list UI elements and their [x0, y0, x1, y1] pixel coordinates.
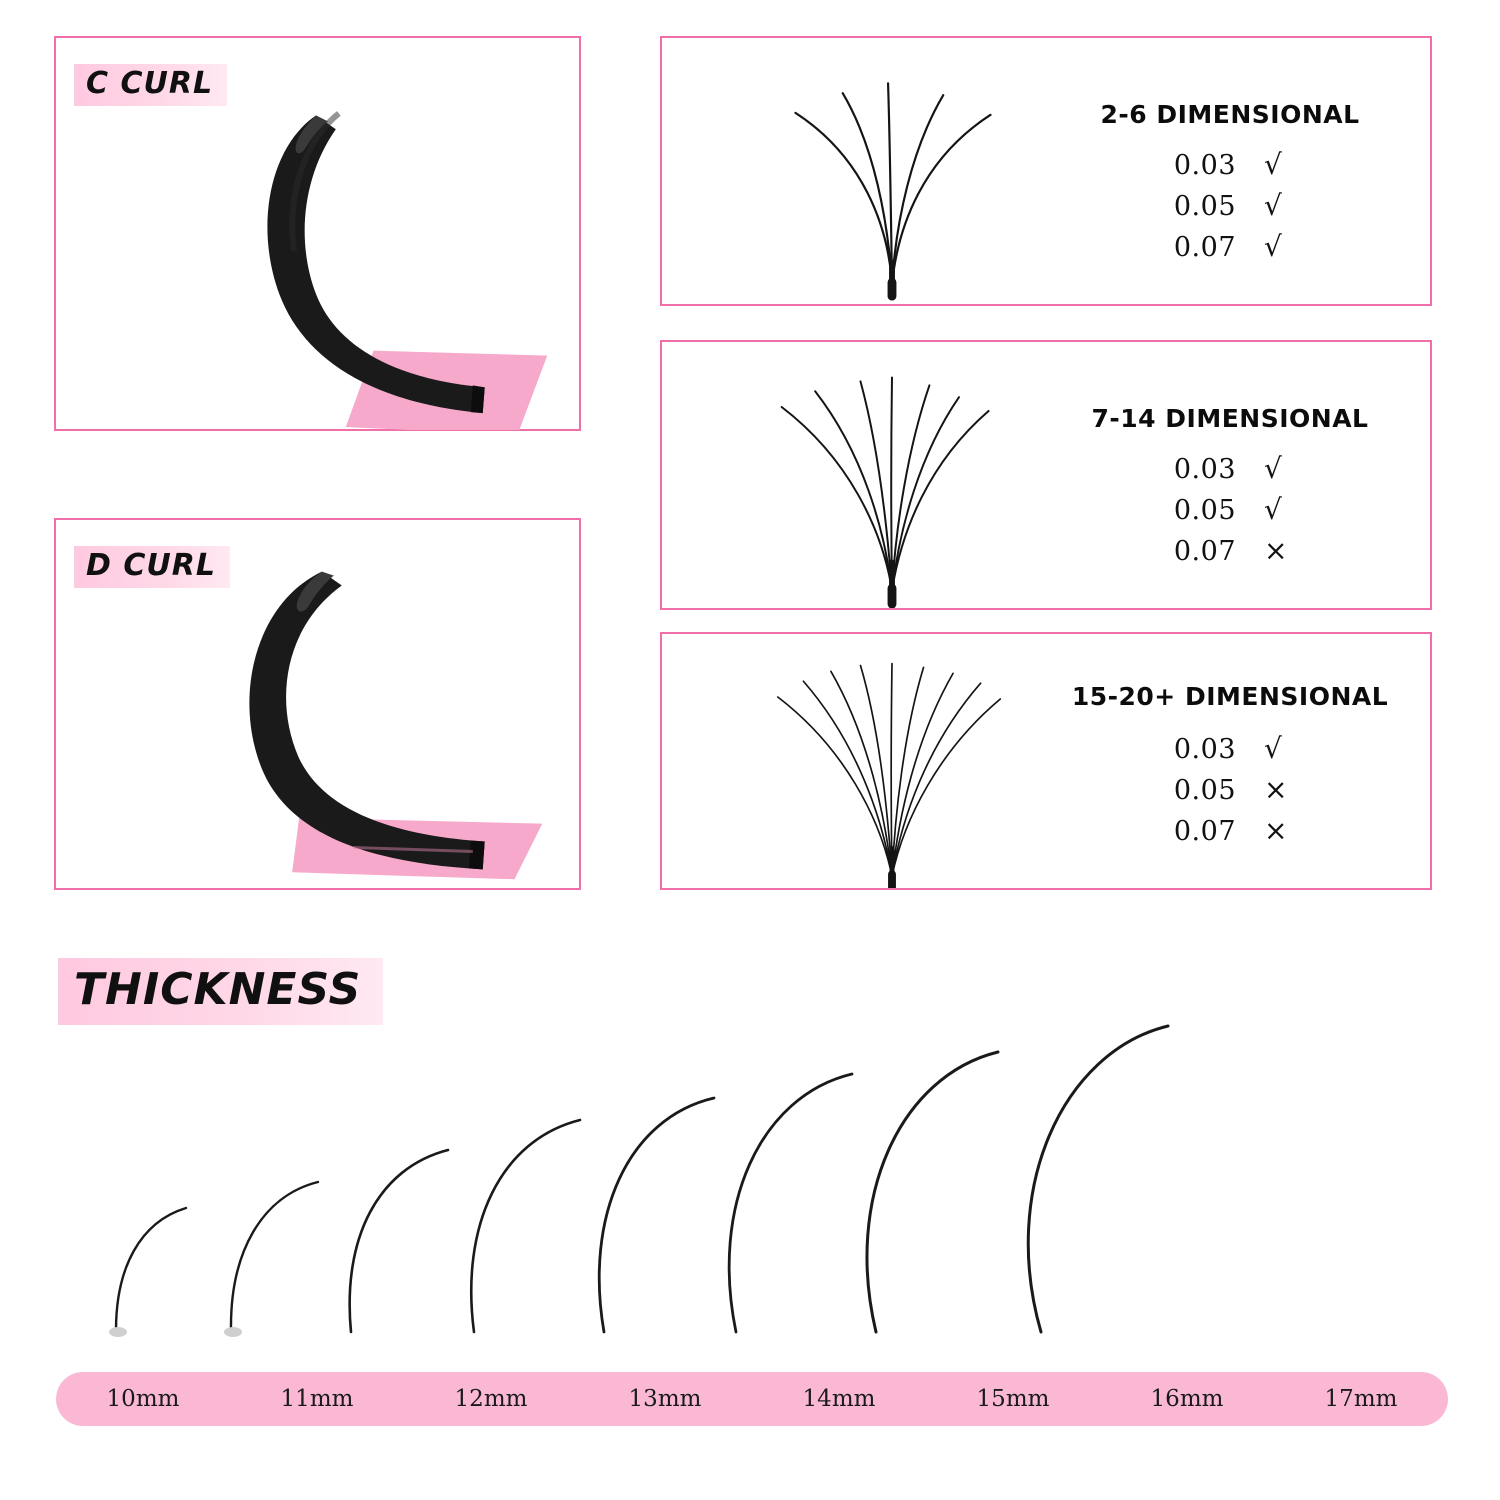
lash-curl-d-icon — [56, 520, 579, 889]
spec-mark: √ — [1264, 493, 1282, 526]
c-curl-label: C CURL — [74, 64, 227, 106]
spec-value: 0.05 — [1173, 495, 1236, 526]
dimensional-panel-2-6 — [660, 36, 1432, 306]
lash-17mm — [1028, 1026, 1168, 1332]
dimensional-panel-7-14 — [660, 340, 1432, 610]
spec-mark: √ — [1264, 732, 1282, 765]
lash-fan-large-icon — [702, 634, 1082, 888]
lash-14mm — [599, 1098, 714, 1332]
spec-value: 0.03 — [1173, 150, 1236, 181]
length-label-17mm: 17mm — [1324, 1386, 1398, 1412]
spec-value: 0.07 — [1173, 232, 1236, 263]
spec-row — [1040, 148, 1430, 181]
c-curl-panel — [54, 36, 581, 431]
spec-mark: √ — [1264, 452, 1282, 485]
spec-row — [1040, 534, 1430, 567]
dimensional-title: 7-14 DIMENSIONAL — [1091, 404, 1369, 433]
dimensional-title: 2-6 DIMENSIONAL — [1100, 100, 1360, 129]
thickness-label: THICKNESS — [58, 958, 383, 1025]
length-label-11mm: 11mm — [280, 1386, 354, 1412]
thickness-section — [0, 940, 1500, 1480]
lash-15mm — [729, 1074, 852, 1332]
spec-value: 0.05 — [1173, 191, 1236, 222]
spec-row — [1040, 230, 1430, 263]
lash-fan-medium-icon — [702, 342, 1082, 608]
spec-row — [1040, 493, 1430, 526]
length-label-15mm: 15mm — [976, 1386, 1050, 1412]
lash-13mm — [471, 1120, 580, 1332]
spec-mark: √ — [1264, 230, 1282, 263]
spec-value: 0.05 — [1173, 775, 1236, 806]
spec-mark: √ — [1264, 148, 1282, 181]
dimensional-spec-2-6 — [1040, 38, 1430, 304]
length-label-12mm: 12mm — [454, 1386, 528, 1412]
spec-value: 0.03 — [1173, 454, 1236, 485]
d-curl-label: D CURL — [74, 546, 230, 588]
lash-16mm — [867, 1052, 998, 1332]
lash-curl-c-icon — [56, 38, 579, 430]
dimensional-spec-7-14 — [1040, 342, 1430, 608]
spec-mark: √ — [1264, 189, 1282, 222]
length-label-16mm: 16mm — [1150, 1386, 1224, 1412]
spec-row — [1040, 189, 1430, 222]
spec-value: 0.03 — [1173, 734, 1236, 765]
length-label-14mm: 14mm — [802, 1386, 876, 1412]
d-curl-panel — [54, 518, 581, 890]
dimensional-panel-15-20 — [660, 632, 1432, 890]
lash-fan-small-icon — [702, 38, 1082, 304]
length-label-13mm: 13mm — [628, 1386, 702, 1412]
spec-value: 0.07 — [1173, 536, 1236, 567]
spec-row — [1040, 773, 1430, 806]
lash-11mm — [231, 1182, 318, 1330]
spec-row — [1040, 732, 1430, 765]
length-scale-bar — [56, 1372, 1448, 1426]
length-label-10mm: 10mm — [106, 1386, 180, 1412]
dimensional-spec-15-20 — [1040, 634, 1430, 888]
spec-value: 0.07 — [1173, 816, 1236, 847]
spec-mark: × — [1264, 814, 1288, 847]
lash-10mm — [116, 1208, 186, 1330]
spec-row — [1040, 814, 1430, 847]
lash-12mm — [350, 1150, 448, 1332]
spec-mark: × — [1264, 534, 1288, 567]
spec-mark: × — [1264, 773, 1288, 806]
lash-length-chart — [56, 1000, 1448, 1350]
spec-row — [1040, 452, 1430, 485]
dimensional-title: 15-20+ DIMENSIONAL — [1071, 682, 1389, 711]
